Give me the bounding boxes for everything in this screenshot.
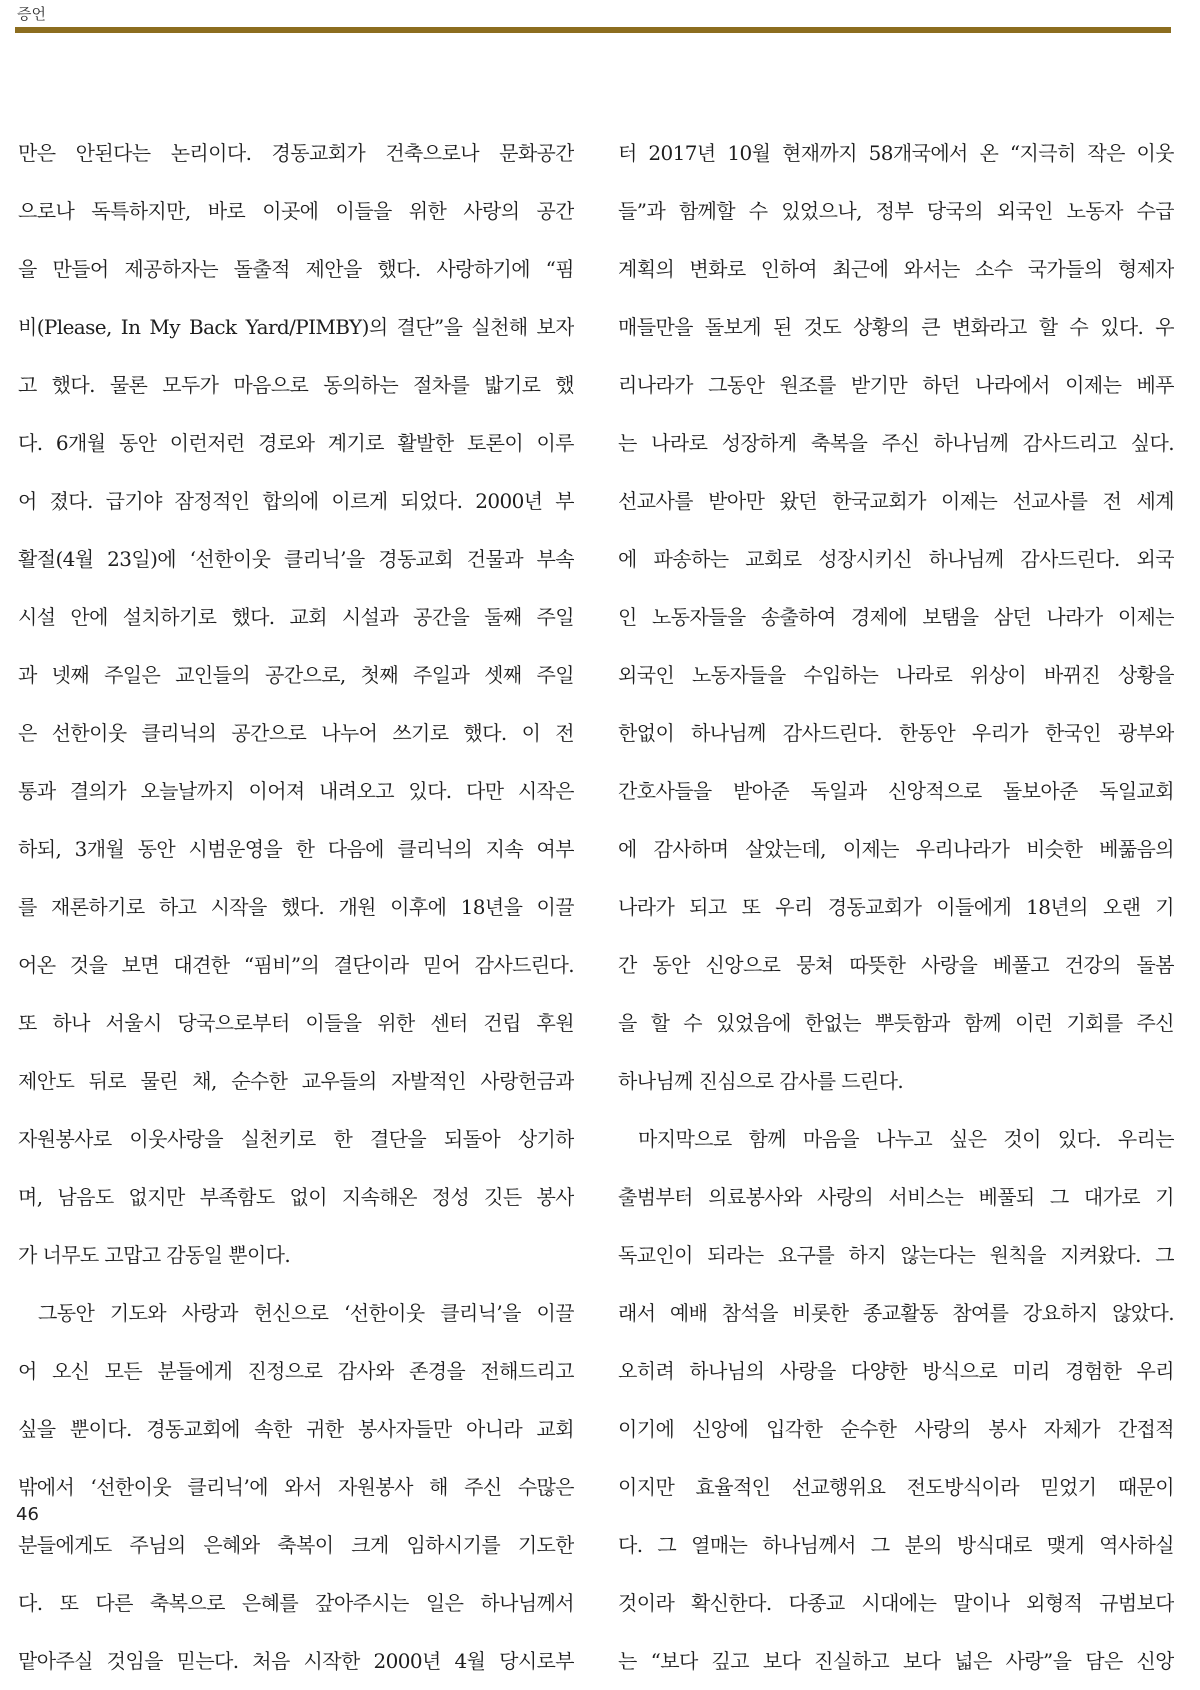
text-line: 고 했다. 물론 모두가 마음으로 동의하는 절차를 밟기로 했 (18, 373, 574, 397)
text-line: 싶을 뿐이다. 경동교회에 속한 귀한 봉사자들만 아니라 교회 (18, 1417, 574, 1441)
text-line: 출범부터 의료봉사와 사랑의 서비스는 베풀되 그 대가로 기 (618, 1185, 1174, 1209)
text-line: 을 할 수 있었음에 한없는 뿌듯함과 함께 이런 기회를 주신 (618, 1011, 1174, 1035)
text-line: 외국인 노동자들을 수입하는 나라로 위상이 바뀌진 상황을 (618, 663, 1174, 687)
text-line: 으로나 독특하지만, 바로 이곳에 이들을 위한 사랑의 공간 (18, 199, 574, 223)
text-line: 간호사들을 받아준 독일과 신앙적으로 돌보아준 독일교회 (618, 779, 1174, 803)
text-line: 비(Please, In My Back Yard/PIMBY)의 결단”을 실천해 보자 (18, 315, 574, 339)
text-line: 밖에서 ‘선한이웃 클리닉’에 와서 자원봉사 해 주신 수많은 (18, 1475, 574, 1499)
text-line: 어 졌다. 급기야 잠정적인 합의에 이르게 되었다. 2000년 부 (18, 489, 574, 513)
text-line: 한없이 하나님께 감사드린다. 한동안 우리가 한국인 광부와 (618, 721, 1174, 745)
right-column (618, 124, 1174, 1690)
text-line: 어 오신 모든 분들에게 진정으로 감사와 존경을 전해드리고 (18, 1359, 574, 1383)
text-line: 을 만들어 제공하자는 돌출적 제안을 했다. 사랑하기에 “핌 (18, 257, 574, 281)
text-line: 맡아주실 것임을 믿는다. 처음 시작한 2000년 4월 당시로부 (18, 1649, 574, 1673)
header-rule (15, 27, 1171, 33)
text-line: 시설 안에 설치하기로 했다. 교회 시설과 공간을 둘째 주일 (18, 605, 574, 629)
text-line: 간 동안 신앙으로 뭉쳐 따뜻한 사랑을 베풀고 건강의 돌봄 (618, 953, 1174, 977)
text-line: 에 파송하는 교회로 성장시키신 하나님께 감사드린다. 외국 (618, 547, 1174, 571)
text-line: 가 너무도 고맙고 감동일 뿐이다. (18, 1243, 291, 1267)
text-line: 통과 결의가 오늘날까지 이어져 내려오고 있다. 다만 시작은 (18, 779, 574, 803)
text-line: 하나님께 진심으로 감사를 드린다. (618, 1069, 904, 1093)
text-line: 다. 그 열매는 하나님께서 그 분의 방식대로 맺게 역사하실 (618, 1533, 1174, 1557)
text-line: 다. 또 다른 축복으로 은혜를 갚아주시는 일은 하나님께서 (18, 1591, 574, 1615)
text-line: 것이라 확신한다. 다종교 시대에는 말이나 외형적 규범보다 (618, 1591, 1174, 1615)
text-line: 마지막으로 함께 마음을 나누고 싶은 것이 있다. 우리는 (638, 1127, 1174, 1151)
page-number: 46 (16, 1504, 39, 1525)
text-line: 는 “보다 깊고 보다 진실하고 보다 넓은 사랑”을 담은 신앙 (618, 1649, 1174, 1673)
text-line: 만은 안된다는 논리이다. 경동교회가 건축으로나 문화공간 (18, 141, 574, 165)
section-label: 증언 (17, 5, 46, 23)
text-line: 인 노동자들을 송출하여 경제에 보탬을 삼던 나라가 이제는 (618, 605, 1174, 629)
text-line: 활절(4월 23일)에 ‘선한이웃 클리닉’을 경동교회 건물과 부속 (18, 547, 574, 571)
text-line: 오히려 하나님의 사랑을 다양한 방식으로 미리 경험한 우리 (618, 1359, 1174, 1383)
text-line: 터 2017년 10월 현재까지 58개국에서 온 “지극히 작은 이웃 (618, 141, 1174, 165)
text-line: 는 나라로 성장하게 축복을 주신 하나님께 감사드리고 싶다. (618, 431, 1174, 455)
text-line: 계획의 변화로 인하여 최근에 와서는 소수 국가들의 형제자 (618, 257, 1174, 281)
text-line: 리나라가 그동안 원조를 받기만 하던 나라에서 이제는 베푸 (618, 373, 1174, 397)
text-line: 래서 예배 참석을 비롯한 종교활동 참여를 강요하지 않았다. (618, 1301, 1174, 1325)
text-line: 분들에게도 주님의 은혜와 축복이 크게 임하시기를 기도한 (18, 1533, 574, 1557)
text-line: 선교사를 받아만 왔던 한국교회가 이제는 선교사를 전 세계 (618, 489, 1174, 513)
text-line: 은 선한이웃 클리닉의 공간으로 나누어 쓰기로 했다. 이 전 (18, 721, 574, 745)
text-line: 제안도 뒤로 물린 채, 순수한 교우들의 자발적인 사랑헌금과 (18, 1069, 574, 1093)
text-line: 독교인이 되라는 요구를 하지 않는다는 원칙을 지켜왔다. 그 (618, 1243, 1174, 1267)
text-line: 매들만을 돌보게 된 것도 상황의 큰 변화라고 할 수 있다. 우 (618, 315, 1174, 339)
text-line: 이기에 신앙에 입각한 순수한 사랑의 봉사 자체가 간접적 (618, 1417, 1174, 1441)
text-line: 다. 6개월 동안 이런저런 경로와 계기로 활발한 토론이 이루 (18, 431, 574, 455)
text-line: 이지만 효율적인 선교행위요 전도방식이라 믿었기 때문이 (618, 1475, 1174, 1499)
text-line: 나라가 되고 또 우리 경동교회가 이들에게 18년의 오랜 기 (618, 895, 1174, 919)
text-line: 하되, 3개월 동안 시범운영을 한 다음에 클리닉의 지속 여부 (18, 837, 574, 861)
text-line: 며, 남음도 없지만 부족함도 없이 지속해온 정성 깃든 봉사 (18, 1185, 574, 1209)
text-line: 들”과 함께할 수 있었으나, 정부 당국의 외국인 노동자 수급 (618, 199, 1174, 223)
text-line: 자원봉사로 이웃사랑을 실천키로 한 결단을 되돌아 상기하 (18, 1127, 574, 1151)
text-line: 어온 것을 보면 대견한 “핌비”의 결단이라 믿어 감사드린다. (18, 953, 574, 977)
text-line: 에 감사하며 살았는데, 이제는 우리나라가 비슷한 베풂음의 (618, 837, 1174, 861)
left-column (18, 124, 574, 1690)
text-line: 과 넷째 주일은 교인들의 공간으로, 첫째 주일과 셋째 주일 (18, 663, 574, 687)
text-line: 를 재론하기로 하고 시작을 했다. 개원 이후에 18년을 이끌 (18, 895, 574, 919)
text-line: 또 하나 서울시 당국으로부터 이들을 위한 센터 건립 후원 (18, 1011, 574, 1035)
text-line: 그동안 기도와 사랑과 헌신으로 ‘선한이웃 클리닉’을 이끌 (38, 1301, 574, 1325)
